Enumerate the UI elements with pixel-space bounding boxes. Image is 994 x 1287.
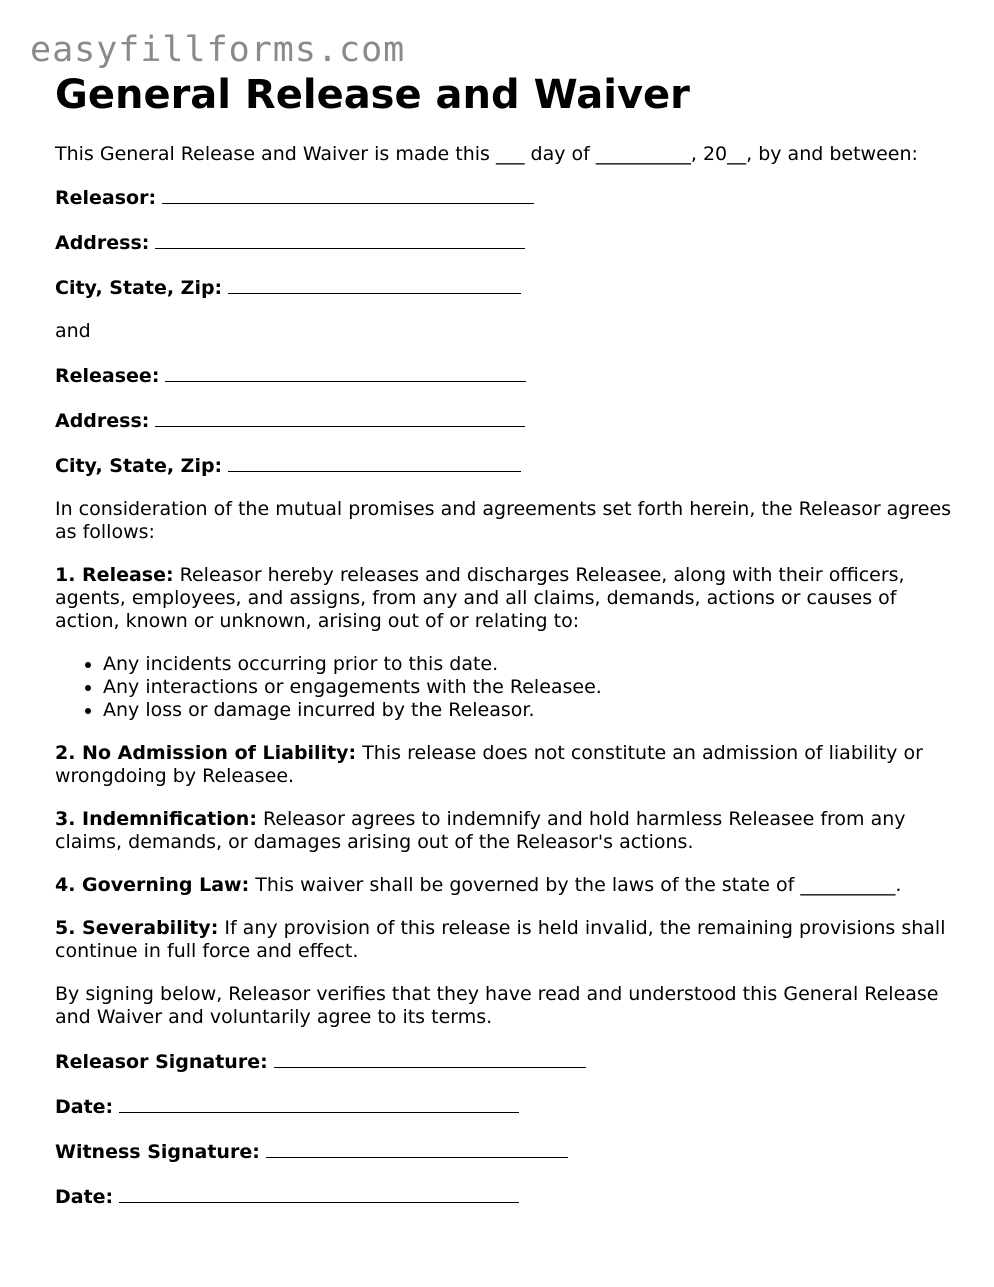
releasor-name-row	[55, 185, 955, 210]
release-items-list	[55, 653, 955, 722]
witness-signature-row	[55, 1139, 955, 1164]
list-item: • Any interactions or engagements with the Releasee.	[103, 676, 955, 699]
date-row-2	[55, 1184, 955, 1209]
section-indemnification	[55, 808, 955, 854]
releasee-address-field[interactable]	[155, 408, 525, 427]
releasor-signature-field[interactable]	[274, 1049, 586, 1068]
section-indemnification-heading: 3. Indemnification:	[55, 808, 257, 830]
consideration-paragraph: In consideration of the mutual promises and agreements set forth herein, the Releasor agrees as follows:	[55, 498, 952, 543]
section-release-heading: 1. Release:	[55, 564, 174, 586]
document-title: General Release and Waiver	[55, 72, 690, 118]
releasor-signature-row	[55, 1049, 955, 1074]
watermark: easyfillforms.com	[30, 30, 406, 70]
section-release	[55, 564, 955, 633]
date-label-2: Date:	[55, 1186, 114, 1208]
date-label-1: Date:	[55, 1096, 114, 1118]
releasee-address-label: Address:	[55, 410, 150, 432]
releasor-signature-label: Releasor Signature:	[55, 1051, 268, 1073]
section-liability	[55, 742, 955, 788]
section-severability-text: If any provision of this release is held invalid, the remaining provisions shall continue in full force and effect.	[55, 917, 946, 962]
list-item: • Any loss or damage incurred by the Releasor.	[103, 699, 955, 722]
list-item: • Any incidents occurring prior to this date.	[103, 653, 955, 676]
section-governing-law-text: This waiver shall be governed by the laws of the state of __________.	[255, 874, 902, 896]
section-governing-law-heading: 4. Governing Law:	[55, 874, 250, 896]
intro-paragraph: This General Release and Waiver is made this ___ day of __________, 20__, by and between:	[55, 143, 918, 165]
releasee-city-row	[55, 453, 955, 478]
date-field-1[interactable]	[119, 1094, 519, 1113]
releasor-city-field[interactable]	[228, 275, 521, 294]
document-page	[55, 73, 955, 1209]
releasee-city-label: City, State, Zip:	[55, 455, 223, 477]
section-release-text: Releasor hereby releases and discharges Releasee, along with their officers, agents, employees, and assigns, from any and all claims, demands, actions or causes of action, known or unknown, arising out of or relating to:	[55, 564, 905, 632]
releasee-name-row	[55, 363, 955, 388]
releasee-city-field[interactable]	[228, 453, 521, 472]
releasor-address-row	[55, 230, 955, 255]
closing-paragraph: By signing below, Releasor verifies that they have read and understood this General Release and Waiver and voluntarily agree to its terms.	[55, 983, 939, 1028]
date-field-2[interactable]	[119, 1184, 519, 1203]
releasor-address-label: Address:	[55, 232, 150, 254]
date-row-1	[55, 1094, 955, 1119]
section-severability	[55, 917, 955, 963]
releasee-name-field[interactable]	[165, 363, 526, 382]
and-text: and	[55, 320, 91, 342]
releasor-city-label: City, State, Zip:	[55, 277, 223, 299]
section-severability-heading: 5. Severability:	[55, 917, 219, 939]
releasee-name-label: Releasee:	[55, 365, 160, 387]
section-liability-heading: 2. No Admission of Liability:	[55, 742, 357, 764]
releasor-name-label: Releasor:	[55, 187, 157, 209]
section-indemnification-text: Releasor agrees to indemnify and hold harmless Releasee from any claims, demands, or damages arising out of the Releasor's actions.	[55, 808, 906, 853]
witness-signature-label: Witness Signature:	[55, 1141, 260, 1163]
witness-signature-field[interactable]	[266, 1139, 568, 1158]
releasee-address-row	[55, 408, 955, 433]
section-governing-law	[55, 874, 955, 897]
releasor-city-row	[55, 275, 955, 300]
releasor-name-field[interactable]	[162, 185, 534, 204]
section-liability-text: This release does not constitute an admission of liability or wrongdoing by Releasee.	[55, 742, 923, 787]
releasor-address-field[interactable]	[155, 230, 525, 249]
